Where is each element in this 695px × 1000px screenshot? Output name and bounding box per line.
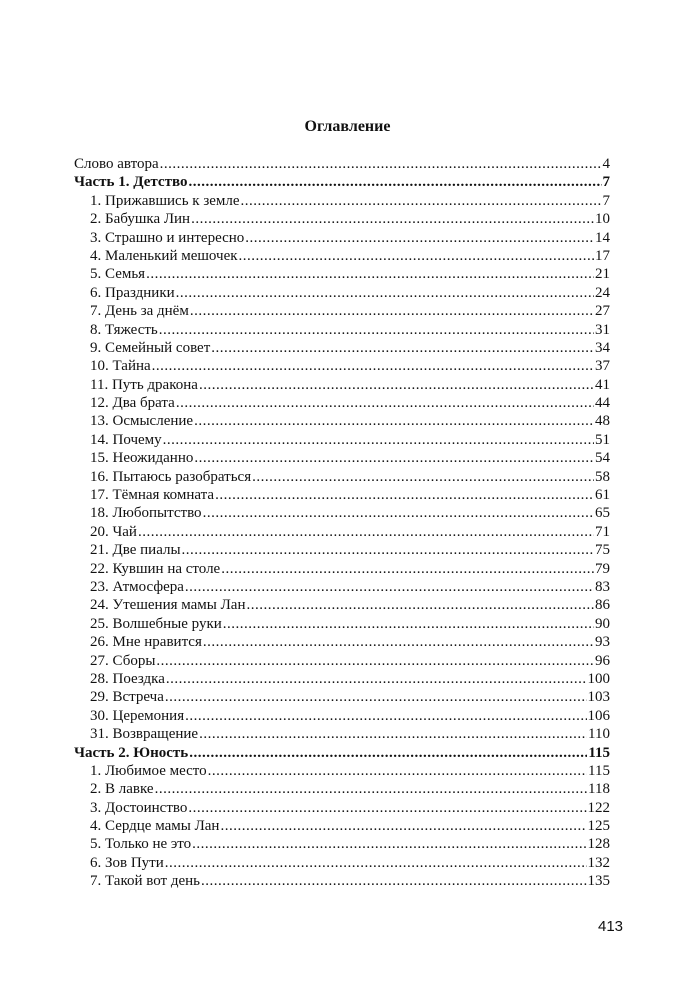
dot-leader	[194, 412, 594, 430]
dot-leader	[188, 173, 601, 191]
dot-leader	[166, 670, 587, 688]
toc-entry-title: 21. Две пиалы	[90, 542, 181, 559]
toc-entry-title: 5. Семья	[90, 266, 146, 283]
toc-entry-title: 9. Семейный совет	[90, 339, 211, 356]
toc-entry-title: 6. Зов Пути	[90, 854, 164, 871]
dot-leader	[185, 578, 594, 596]
toc-chapter-entry	[74, 799, 610, 817]
toc-entry-title: Слово автора	[74, 156, 159, 172]
toc-entry-page: 106	[587, 707, 610, 724]
toc-chapter-entry	[74, 596, 610, 614]
dot-leader	[221, 560, 594, 578]
toc-chapter-entry	[74, 357, 610, 375]
toc-entry-title: 17. Тёмная комната	[90, 487, 215, 504]
toc-chapter-entry	[74, 376, 610, 394]
toc-entry-page: 90	[595, 615, 610, 632]
toc-chapter-entry	[74, 780, 610, 798]
dot-leader	[220, 817, 586, 835]
toc-chapter-entry	[74, 872, 610, 890]
toc-entry-title: 25. Волшебные руки	[90, 615, 222, 632]
toc-entry-title: Часть 2. Юность	[74, 744, 189, 761]
dot-leader	[215, 486, 594, 504]
dot-leader	[191, 210, 594, 228]
toc-entry-page: 7	[602, 192, 610, 209]
dot-leader	[203, 504, 594, 522]
toc-chapter-entry	[74, 670, 610, 688]
toc-entry-title: 16. Пытаюсь разобраться	[90, 468, 252, 485]
toc-entry-page: 34	[595, 339, 610, 356]
toc-entry-title: 3. Страшно и интересно	[90, 229, 245, 246]
toc-entry-title: 10. Тайна	[90, 358, 151, 375]
toc-chapter-entry	[74, 302, 610, 320]
toc-chapter-entry	[74, 725, 610, 743]
toc-entry-title: 11. Путь дракона	[90, 376, 198, 393]
toc-entry-page: 79	[595, 560, 610, 577]
dot-leader	[194, 449, 594, 467]
toc-chapter-entry	[74, 468, 610, 486]
toc-chapter-entry	[74, 707, 610, 725]
toc-entry-title: 3. Достоинство	[90, 799, 188, 816]
toc-chapter-entry	[74, 265, 610, 283]
toc-entry-page: 125	[587, 818, 610, 835]
toc-entry-page: 93	[595, 634, 610, 651]
dot-leader	[189, 744, 587, 762]
dot-leader	[160, 155, 602, 173]
toc-entry-page: 41	[595, 376, 610, 393]
toc-chapter-entry	[74, 541, 610, 559]
toc-entry-title: 18. Любопытство	[90, 505, 202, 522]
toc-chapter-entry	[74, 229, 610, 247]
toc-entry-page: 86	[595, 597, 610, 614]
dot-leader	[211, 339, 594, 357]
toc-chapter-entry	[74, 578, 610, 596]
dot-leader	[176, 394, 594, 412]
dot-leader	[203, 633, 594, 651]
toc-entry-title: 1. Прижавшись к земле	[90, 192, 240, 209]
toc-chapter-entry	[74, 284, 610, 302]
dot-leader	[188, 799, 586, 817]
toc-entry-page: 37	[595, 358, 610, 375]
dot-leader	[152, 357, 594, 375]
dot-leader	[165, 854, 587, 872]
dot-leader	[199, 725, 587, 743]
toc-entry-title: 14. Почему	[90, 431, 162, 448]
toc-entry-title: 7. День за днём	[90, 303, 189, 320]
toc-entry-page: 24	[595, 284, 610, 301]
table-of-contents	[74, 155, 610, 891]
dot-leader	[190, 302, 594, 320]
toc-entry-title: 29. Встреча	[90, 689, 164, 706]
toc-entry-page: 100	[587, 670, 610, 687]
toc-entry-page: 48	[595, 413, 610, 430]
toc-front-entry	[74, 155, 610, 173]
toc-entry-page: 71	[595, 523, 610, 540]
toc-chapter-entry	[74, 523, 610, 541]
toc-entry-title: 27. Сборы	[90, 652, 156, 669]
dot-leader	[223, 615, 594, 633]
toc-chapter-entry	[74, 412, 610, 430]
toc-entry-page: 115	[588, 744, 610, 761]
toc-entry-title: 28. Поездка	[90, 670, 165, 687]
toc-entry-page: 103	[587, 689, 610, 706]
toc-chapter-entry	[74, 854, 610, 872]
dot-leader	[165, 688, 587, 706]
toc-entry-page: 54	[595, 450, 610, 467]
toc-entry-page: 7	[602, 174, 610, 191]
toc-chapter-entry	[74, 486, 610, 504]
toc-entry-page: 51	[595, 431, 610, 448]
toc-entry-title: 31. Возвращение	[90, 726, 199, 743]
toc-entry-page: 61	[595, 487, 610, 504]
toc-chapter-entry	[74, 817, 610, 835]
toc-entry-page: 122	[587, 799, 610, 816]
dot-leader	[138, 523, 594, 541]
toc-chapter-entry	[74, 192, 610, 210]
dot-leader	[241, 192, 602, 210]
toc-entry-page: 118	[588, 781, 610, 798]
toc-chapter-entry	[74, 762, 610, 780]
toc-entry-page: 132	[587, 854, 610, 871]
toc-chapter-entry	[74, 633, 610, 651]
toc-entry-title: 1. Любимое место	[90, 762, 207, 779]
toc-entry-page: 31	[595, 321, 610, 338]
toc-chapter-entry	[74, 835, 610, 853]
dot-leader	[252, 468, 594, 486]
toc-chapter-entry	[74, 394, 610, 412]
dot-leader	[146, 265, 594, 283]
toc-chapter-entry	[74, 615, 610, 633]
toc-chapter-entry	[74, 210, 610, 228]
toc-entry-title: 24. Утешения мамы Лан	[90, 597, 246, 614]
toc-chapter-entry	[74, 652, 610, 670]
toc-entry-title: 4. Сердце мамы Лан	[90, 818, 220, 835]
toc-entry-title: 22. Кувшин на столе	[90, 560, 221, 577]
toc-chapter-entry	[74, 321, 610, 339]
toc-chapter-entry	[74, 688, 610, 706]
toc-entry-title: Часть 1. Детство	[74, 174, 188, 191]
toc-entry-title: 2. В лавке	[90, 781, 154, 798]
dot-leader	[182, 541, 594, 559]
toc-entry-title: 23. Атмосфера	[90, 578, 184, 595]
toc-part-heading	[74, 744, 610, 762]
dot-leader	[199, 376, 594, 394]
toc-entry-page: 4	[602, 156, 610, 172]
dot-leader	[156, 652, 594, 670]
toc-entry-page: 96	[595, 652, 610, 669]
toc-entry-page: 110	[588, 726, 610, 743]
toc-entry-page: 58	[595, 468, 610, 485]
toc-entry-title: 5. Только не это	[90, 836, 192, 853]
toc-entry-title: 4. Маленький мешочек	[90, 247, 238, 264]
dot-leader	[163, 431, 594, 449]
page-title: Оглавление	[304, 118, 391, 135]
toc-entry-title: 6. Праздники	[90, 284, 175, 301]
toc-chapter-entry	[74, 449, 610, 467]
dot-leader	[159, 321, 594, 339]
toc-entry-page: 83	[595, 578, 610, 595]
dot-leader	[208, 762, 587, 780]
dot-leader	[176, 284, 594, 302]
page-number: 413	[598, 918, 624, 935]
toc-entry-title: 7. Такой вот день	[90, 873, 200, 890]
dot-leader	[245, 229, 594, 247]
toc-entry-page: 17	[595, 247, 610, 264]
toc-entry-title: 26. Мне нравится	[90, 634, 202, 651]
toc-chapter-entry	[74, 504, 610, 522]
dot-leader	[192, 835, 586, 853]
toc-entry-title: 2. Бабушка Лин	[90, 211, 191, 228]
toc-entry-title: 12. Два брата	[90, 395, 175, 412]
dot-leader	[185, 707, 586, 725]
toc-entry-page: 21	[595, 266, 610, 283]
toc-entry-page: 128	[587, 836, 610, 853]
dot-leader	[201, 872, 587, 890]
toc-part-heading	[74, 173, 610, 191]
toc-entry-page: 135	[587, 873, 610, 890]
toc-entry-title: 20. Чай	[90, 523, 137, 540]
toc-chapter-entry	[74, 560, 610, 578]
toc-entry-page: 27	[595, 303, 610, 320]
toc-chapter-entry	[74, 339, 610, 357]
toc-entry-title: 8. Тяжесть	[90, 321, 158, 338]
toc-entry-page: 44	[595, 395, 610, 412]
toc-entry-page: 75	[595, 542, 610, 559]
toc-entry-title: 30. Церемония	[90, 707, 185, 724]
dot-leader	[246, 596, 594, 614]
dot-leader	[155, 780, 587, 798]
toc-chapter-entry	[74, 431, 610, 449]
toc-entry-page: 65	[595, 505, 610, 522]
toc-entry-page: 115	[588, 762, 610, 779]
toc-entry-title: 15. Неожиданно	[90, 450, 194, 467]
toc-entry-title: 13. Осмысление	[90, 413, 194, 430]
toc-entry-page: 14	[595, 229, 610, 246]
dot-leader	[239, 247, 594, 265]
toc-chapter-entry	[74, 247, 610, 265]
toc-entry-page: 10	[595, 211, 610, 228]
